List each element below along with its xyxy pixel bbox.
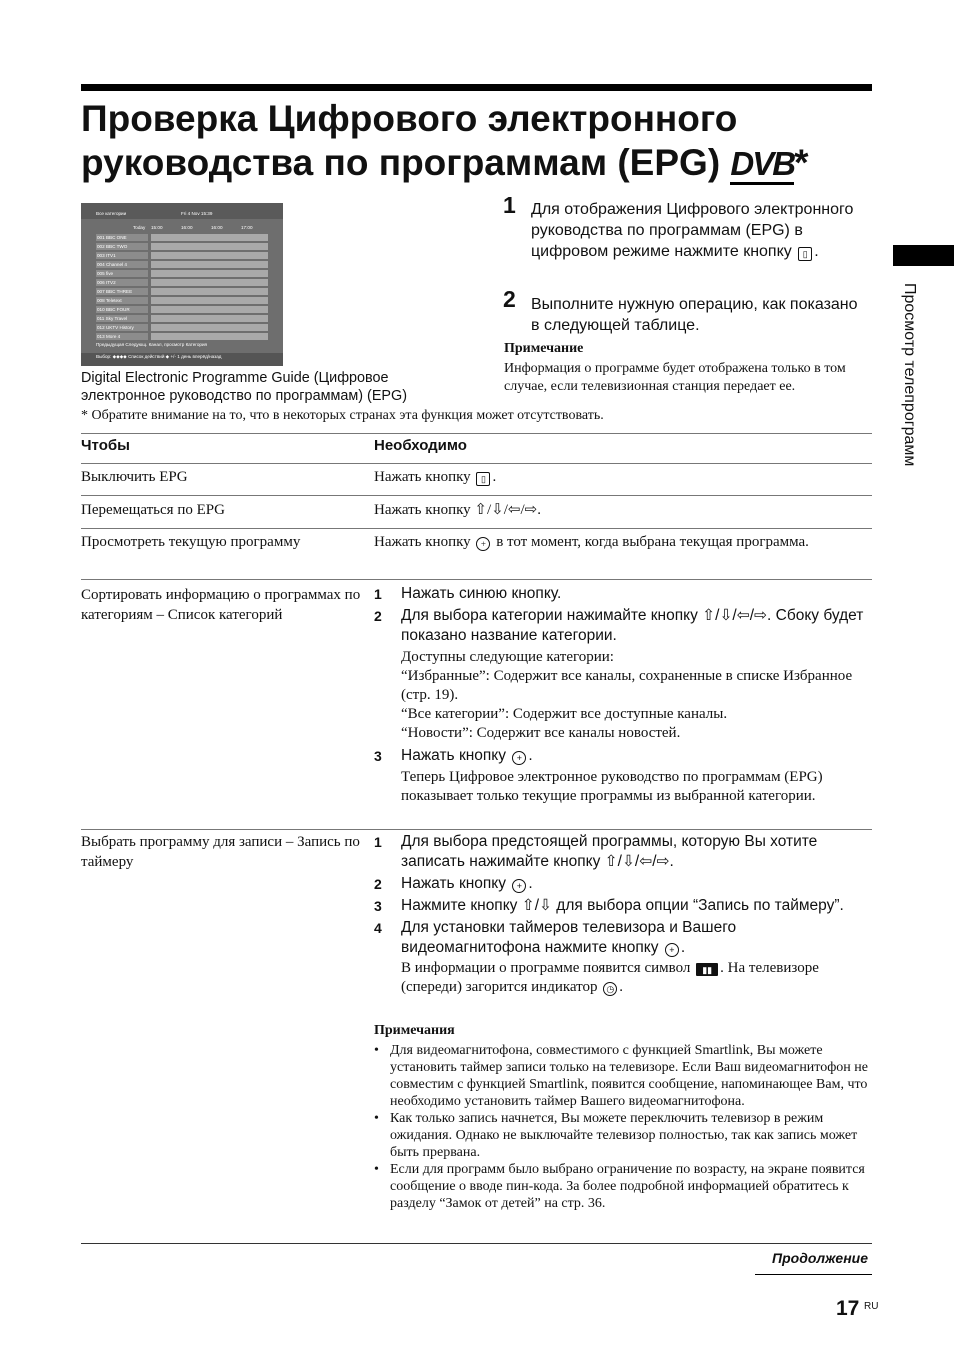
row4-step-1: 1 Нажать синюю кнопку. (374, 585, 562, 602)
row3-goal: Просмотреть текущую программу (81, 534, 301, 550)
epg-programme-cell (151, 333, 268, 340)
epg-channel-label: 012 UKTV History (97, 325, 134, 330)
row2-goal: Перемещаться по EPG (81, 502, 225, 518)
note-text: Информация о программе будет отображена только в том случае, если телевизионная станция передает ее. (504, 361, 846, 394)
table-rule (81, 463, 872, 464)
step-1-text: Для отображения Цифрового электронного руководства по программам (EPG) в цифровом режиме нажмите кнопку ▯ . (531, 201, 854, 260)
section-label: Просмотр телепрограмм (901, 283, 918, 467)
row5-step-4: 4 Для установки таймеров телевизора и Вашего видеомагнитофона нажмите кнопку + . (374, 919, 737, 956)
row3-action: Нажать кнопку + в тот момент, когда выбрана текущая программа. (374, 534, 809, 550)
epg-programme-cell (151, 279, 268, 286)
note-item: • Если для программ было выбрано ограничение по возрасту, на экране появится сообщение о вводе пин-кода. За более подробной информацией обратитесь к разделу “Замок от детей” на стр. 36. (374, 1161, 872, 1212)
ok-button-icon: + (476, 537, 490, 551)
epg-programme-cell (151, 306, 268, 313)
row4-steps: 1 Нажать синюю кнопку. 2 Для выбора категории нажимайте кнопку ⇧/⇩/⇦/⇨. Сбоку будет показано название категории. Доступны следующие категории: “Избранные”: Содержит все каналы, сохраненные в списке Избранное (стр. 19). “Все категории”: Содержит все доступные каналы. “Новости”: Содержит все каналы новостей. 3 Нажать кнопку + . Теперь Цифровое электронное руководство по программам (EPG) показывает только текущие программы из выбранной категории. (374, 584, 872, 806)
ok-button-icon: + (512, 879, 526, 893)
dvb-logo: DVB (730, 145, 794, 185)
epg-channel-label: 001 BBC ONE (97, 235, 127, 240)
epg-caption: Digital Electronic Programme Guide (Цифровое электронное руководство по программам) (EPG) (81, 370, 408, 404)
ok-button-icon: + (512, 751, 526, 765)
row5-steps: 1 Для выбора предстоящей программы, которую Вы хотите записать нажимайте кнопку ⇧/⇩/⇦/⇨. 2 Нажать кнопку + . 3 Нажмите кнопку ⇧/⇩ для выбора опции “Запись по таймеру”. 4 Для установки таймеров телевизора и Вашего видеомагнитофона нажмите кнопку + . В информации о программе появится символ ▮▮ . На телевизоре (спереди) загорится индикатор ◷ . (374, 832, 872, 997)
epg-programme-cell (151, 234, 268, 241)
epg-programme-cell (151, 252, 268, 259)
row1-action: Нажать кнопку ▯ . (374, 469, 497, 485)
row5-step-1: 1 Для выбора предстоящей программы, которую Вы хотите записать нажимайте кнопку ⇧/⇩/⇦/⇨. (374, 833, 818, 870)
continued-label: Продолжение (772, 1250, 868, 1266)
table-rule (81, 579, 872, 580)
guide-button-icon: ▯ (476, 472, 490, 486)
page-language: RU (864, 1301, 879, 1312)
epg-programme-cell (151, 297, 268, 304)
epg-channel-label: 010 BBC FOUR (97, 307, 130, 312)
note-item: • Для видеомагнитофона, совместимого с функцией Smartlink, Вы можете установить таймер записи только на телевизоре. Если Ваш видеомагнитофон не совместим с функцией Smartlink, появится сообщение, напоминающее Вам, что необходимо установить таймер Вашего видеомагнитофона. (374, 1042, 872, 1110)
notes-list (374, 1042, 872, 1212)
section-tab (893, 245, 954, 266)
epg-channel-label: 004 Channel 4 (97, 262, 127, 267)
step-1-number: 1 (503, 192, 516, 218)
row4-goal: Сортировать информацию о программах по категориям – Список категорий (81, 587, 361, 623)
timer-record-icon: ▮▮ (696, 963, 718, 976)
table-rule (81, 495, 872, 496)
row2-action: Нажать кнопку ⇧/⇩/⇦/⇨. (374, 502, 541, 518)
page-number: 17 (836, 1297, 860, 1320)
epg-channel-label: 006 ITV2 (97, 280, 116, 285)
col-header-goal: Чтобы (81, 437, 130, 454)
epg-programme-cell (151, 288, 268, 295)
row5-goal: Выбрать программу для записи – Запись по таймеру (81, 834, 360, 870)
notes-heading: Примечания (374, 1023, 455, 1038)
note-heading: Примечание (504, 341, 584, 356)
clock-indicator-icon: ◷ (603, 982, 617, 996)
epg-channel-label: 011 Sky Travel (97, 316, 128, 321)
step-2-number: 2 (503, 286, 516, 312)
note-item: • Как только запись начнется, Вы можете переключить телевизор в режим ожидания. Однако не выключайте телевизор полностью, так как запись может быть прервана. (374, 1110, 872, 1161)
epg-programme-cell (151, 261, 268, 268)
page-title: Проверка Цифрового электронного руководства по программам (EPG) DVB* (81, 98, 809, 183)
col-header-action: Необходимо (374, 437, 467, 454)
epg-screenshot: Все категории Fri 4 Nov 15:39 Today 15:00 16:00 16:00 17:00 001 BBC ONE 002 BBC TWO 003 ITV1 004 Channel 4 005 five 006 ITV2 007 BBC THREE 008 Teletext 010 BBC FOUR 011 Sky Travel 012 UKTV History 013 More 4 Предыдущая Следующ. Канал, просмотр Категория Выбор: ◆◆◆◆ Список действий ◆ +/- 1 день вперёд/назад (81, 203, 283, 366)
ok-button-icon: + (665, 943, 679, 957)
epg-programme-cell (151, 315, 268, 322)
guide-button-icon: ▯ (798, 247, 812, 261)
epg-channel-label: 013 More 4 (97, 334, 121, 339)
row4-step-3: 3 Нажать кнопку + . (374, 747, 533, 764)
continued-rule (755, 1274, 872, 1275)
table-rule (81, 829, 872, 830)
epg-channel-label: 002 BBC TWO (97, 244, 128, 249)
row1-goal: Выключить EPG (81, 469, 188, 485)
top-rule (81, 84, 872, 91)
footnote: * Обратите внимание на то, что в некоторых странах эта функция может отсутствовать. (81, 408, 604, 423)
epg-channel-label: 005 five (97, 271, 114, 276)
epg-programme-cell (151, 243, 268, 250)
row5-step-2: 2 Нажать кнопку + . (374, 875, 533, 892)
epg-programme-cell (151, 270, 268, 277)
epg-channel-label: 003 ITV1 (97, 253, 116, 258)
table-rule (81, 1243, 872, 1244)
row4-step-2: 2 Для выбора категории нажимайте кнопку ⇧/⇩/⇦/⇨. Сбоку будет показано название категории. (374, 607, 864, 644)
table-rule (81, 528, 872, 529)
epg-channel-label: 007 BBC THREE (97, 289, 133, 294)
table-rule (81, 433, 872, 434)
step-2-text: Выполните нужную операцию, как показано в следующей таблице. (531, 296, 858, 334)
epg-programme-cell (151, 324, 268, 331)
row5-step-3: 3 Нажмите кнопку ⇧/⇩ для выбора опции “Запись по таймеру”. (374, 897, 844, 914)
epg-channel-label: 008 Teletext (97, 298, 122, 303)
